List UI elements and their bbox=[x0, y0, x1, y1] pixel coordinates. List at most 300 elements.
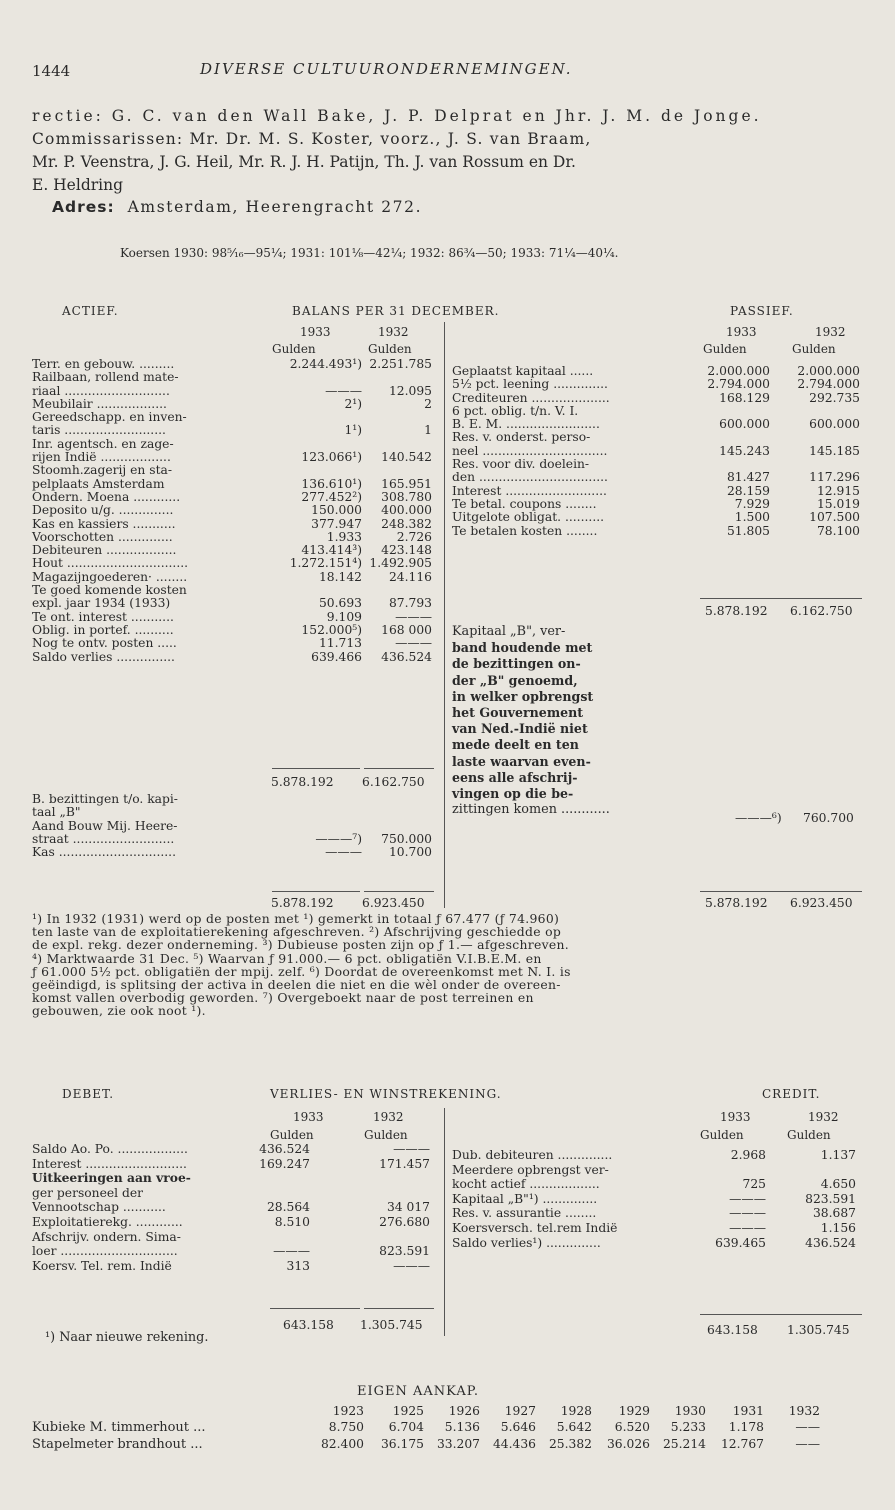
credit-value-2: 1.156 bbox=[820, 1220, 856, 1235]
credit-value-1: 725 bbox=[742, 1177, 766, 1192]
footnote-line: ten laste van de exploitatierekening afgeschreven. ²) Afschrijving geschiedde op bbox=[32, 924, 562, 940]
actief-row bbox=[32, 651, 440, 664]
actief-b-row bbox=[32, 793, 440, 806]
passief-value-2: 2.000.000 bbox=[797, 364, 860, 378]
credit-value-1: 639.465 bbox=[715, 1235, 766, 1250]
eigen-value: 8.750 bbox=[328, 1420, 364, 1434]
actief-value-1: 152.000⁵) bbox=[301, 622, 362, 637]
passief-label: Res. voor div. doelein- bbox=[452, 457, 590, 472]
credit-label: Koersversch. tel.rem Indië bbox=[452, 1220, 618, 1235]
actief-label: Nog te ontv. posten ..... bbox=[32, 636, 177, 651]
credit-unit-2: Gulden bbox=[787, 1128, 831, 1142]
passief-value-1: 168.129 bbox=[719, 390, 770, 405]
actief-value-1: ——— bbox=[325, 383, 362, 398]
eigen-value: —— bbox=[795, 1437, 820, 1451]
actief-b-row bbox=[32, 833, 440, 846]
actief-label: Ondern. Moena ............ bbox=[32, 489, 181, 504]
kapitaal-b-value-2: 760.700 bbox=[803, 811, 854, 825]
eigen-title: EIGEN AANKAP. bbox=[357, 1384, 479, 1399]
debet-value-1: 28.564 bbox=[266, 1200, 310, 1215]
debet-total-2: 1.305.745 bbox=[360, 1318, 423, 1332]
actief-b-table bbox=[32, 793, 440, 859]
debet-row bbox=[32, 1230, 440, 1245]
eigen-year: 1929 bbox=[618, 1404, 650, 1418]
actief-row bbox=[32, 411, 440, 424]
actief-label: Magazijngoederen· ........ bbox=[32, 569, 188, 584]
passief-row bbox=[452, 525, 862, 538]
eigen-year: 1925 bbox=[392, 1404, 424, 1418]
credit-value-1: ——— bbox=[729, 1191, 766, 1206]
actief-row bbox=[32, 358, 440, 371]
actief-grand-rule-2 bbox=[364, 891, 434, 892]
actief-b-row bbox=[32, 806, 440, 819]
debet-value-1: 8.510 bbox=[274, 1214, 310, 1229]
debet-row bbox=[32, 1259, 440, 1274]
eigen-value: 6.520 bbox=[614, 1420, 650, 1434]
passief-label: Te betalen kosten ........ bbox=[452, 523, 598, 538]
debet-row bbox=[32, 1186, 440, 1201]
actief-value-2: 1 bbox=[424, 423, 432, 438]
actief-table bbox=[32, 358, 440, 664]
credit-year-2: 1932 bbox=[808, 1110, 839, 1124]
debet-label: Saldo Ao. Po. .................. bbox=[32, 1142, 188, 1156]
eigen-table bbox=[0, 1404, 895, 1452]
credit-label: Dub. debiteuren .............. bbox=[452, 1148, 613, 1162]
debet-value-2: ——— bbox=[393, 1142, 430, 1156]
credit-row bbox=[452, 1177, 862, 1192]
footnote-line: ⁴) Marktwaarde 31 Dec. ⁵) Waarvan ƒ 91.000.— 6 pct. obligatiën V.I.B.E.M. en bbox=[32, 950, 542, 966]
debet-label: ger personeel der bbox=[32, 1185, 144, 1200]
actief-value-2: 168 000 bbox=[381, 622, 432, 637]
passief-label: Res. v. onderst. perso- bbox=[452, 430, 591, 445]
actief-label: Te ont. interest ........... bbox=[32, 609, 174, 624]
actief-row bbox=[32, 424, 440, 437]
eigen-value: 82.400 bbox=[320, 1437, 364, 1451]
actief-value-2: 400.000 bbox=[381, 503, 432, 518]
adres-value: Amsterdam, Heerengracht 272. bbox=[127, 198, 423, 216]
passief-label: neel ................................ bbox=[452, 443, 608, 458]
actief-b-value-2: 10.700 bbox=[388, 845, 432, 860]
passief-value-2: 15.019 bbox=[816, 496, 860, 511]
actief-value-2: 2 bbox=[424, 396, 432, 411]
debet-title: DEBET. bbox=[62, 1087, 115, 1101]
actief-value-2: ——— bbox=[395, 636, 432, 651]
passief-value-2: 107.500 bbox=[809, 510, 860, 525]
credit-total-rule bbox=[700, 1314, 862, 1315]
intro-line-1: rectie: G. C. van den Wall Bake, J. P. Delprat en Jhr. J. M. de Jonge. bbox=[32, 107, 762, 125]
passief-grand-rule bbox=[700, 891, 862, 892]
debet-value-2: ——— bbox=[393, 1258, 430, 1273]
actief-value-2: 87.793 bbox=[388, 596, 432, 611]
actief-label: Oblig. in portef. .......... bbox=[32, 622, 174, 637]
actief-label: Stoomh.zagerij en sta- bbox=[32, 463, 172, 478]
footnote-line: geëindigd, is splitsing der activa in deelen die niet en die wèl onder de overeen- bbox=[32, 977, 561, 993]
credit-value-1: ——— bbox=[729, 1220, 766, 1235]
actief-b-label: Kas .............................. bbox=[32, 845, 177, 860]
passief-value-1: 1.500 bbox=[734, 510, 770, 525]
passief-row bbox=[452, 418, 862, 431]
debet-value-1: 313 bbox=[286, 1258, 310, 1273]
eigen-value: 1.178 bbox=[728, 1420, 764, 1434]
credit-value-2: 38.687 bbox=[812, 1206, 856, 1221]
passief-row bbox=[452, 511, 862, 524]
footnote-line: ƒ 61.000 5½ pct. obligatiën der mpij. zelf. ⁶) Doordat de overeenkomst met N. I. is bbox=[32, 963, 571, 979]
page-number: 1444 bbox=[32, 62, 71, 80]
actief-b-value-1: ——— bbox=[325, 845, 362, 860]
eigen-value: 25.214 bbox=[662, 1437, 706, 1451]
actief-row bbox=[32, 451, 440, 464]
actief-row bbox=[32, 371, 440, 384]
kapitaal-b-line: het Gouvernement bbox=[452, 704, 584, 720]
winst-footnote: ¹) Naar nieuwe rekening. bbox=[45, 1330, 209, 1345]
debet-label: Interest .......................... bbox=[32, 1156, 187, 1171]
eigen-value: 5.233 bbox=[670, 1420, 706, 1434]
credit-row bbox=[452, 1163, 862, 1178]
actief-total-1: 5.878.192 bbox=[271, 775, 334, 789]
passief-row bbox=[452, 365, 862, 378]
passief-label: den ................................. bbox=[452, 470, 608, 485]
credit-table bbox=[452, 1148, 862, 1250]
actief-label: Hout ............................... bbox=[32, 556, 189, 571]
eigen-value: 25.382 bbox=[548, 1437, 592, 1451]
passief-row bbox=[452, 392, 862, 405]
adres-line bbox=[52, 198, 422, 216]
passief-value-2: 2.794.000 bbox=[797, 377, 860, 392]
actief-row bbox=[32, 438, 440, 451]
passief-title: PASSIEF. bbox=[730, 304, 794, 318]
credit-label: Meerdere opbrengst ver- bbox=[452, 1162, 609, 1177]
eigen-value: 5.646 bbox=[500, 1420, 536, 1434]
kapitaal-b-line: eens alle afschrij- bbox=[452, 769, 578, 785]
credit-total-2: 1.305.745 bbox=[787, 1323, 850, 1337]
credit-total-1: 643.158 bbox=[707, 1323, 758, 1337]
credit-value-2: 436.524 bbox=[805, 1235, 856, 1250]
actief-label: Te goed komende kosten bbox=[32, 583, 187, 598]
credit-value-2: 823.591 bbox=[805, 1191, 856, 1206]
actief-label: Deposito u/g. .............. bbox=[32, 503, 174, 518]
passief-label: 6 pct. oblig. t/n. V. I. bbox=[452, 403, 579, 418]
actief-value-1: 50.693 bbox=[318, 596, 362, 611]
footnote-line: de expl. rekg. dezer onderneming. ³) Dubieuse posten zijn op ƒ 1.— afgeschreven. bbox=[32, 937, 570, 953]
eigen-year: 1930 bbox=[674, 1404, 706, 1418]
eigen-year: 1923 bbox=[332, 1404, 364, 1418]
actief-value-1: 150.000 bbox=[311, 503, 362, 518]
passief-unit-1: Gulden bbox=[703, 342, 747, 356]
passief-value-1: 7.929 bbox=[734, 496, 770, 511]
passief-label: Interest .......................... bbox=[452, 483, 607, 498]
actief-b-row bbox=[32, 820, 440, 833]
actief-b-label: taal „B" bbox=[32, 805, 81, 820]
actief-row bbox=[32, 504, 440, 517]
actief-b-label: B. bezittingen t/o. kapi- bbox=[32, 792, 178, 806]
credit-row bbox=[452, 1148, 862, 1163]
kapitaal-b-line: van Ned.-Indië niet bbox=[452, 721, 588, 737]
debet-value-2: 823.591 bbox=[379, 1244, 430, 1259]
debet-year-2: 1932 bbox=[373, 1110, 404, 1124]
actief-row bbox=[32, 544, 440, 557]
actief-label: Voorschotten .............. bbox=[32, 529, 173, 544]
kapitaal-b-line: der „B" genoemd, bbox=[452, 672, 578, 688]
debet-label: Koersv. Tel. rem. Indië bbox=[32, 1258, 172, 1273]
actief-label: expl. jaar 1934 (1933) bbox=[32, 596, 171, 611]
credit-label: Saldo verlies¹) .............. bbox=[452, 1235, 601, 1250]
actief-value-2: 436.524 bbox=[381, 649, 432, 664]
passief-value-1: 145.243 bbox=[719, 443, 770, 458]
actief-value-1: 277.452²) bbox=[301, 489, 362, 504]
actief-value-1: 1.933 bbox=[326, 529, 362, 544]
debet-total-1: 643.158 bbox=[283, 1318, 334, 1332]
actief-label: Debiteuren .................. bbox=[32, 543, 177, 558]
credit-value-1: ——— bbox=[729, 1206, 766, 1221]
actief-label: riaal ........................... bbox=[32, 383, 170, 398]
koersen: Koersen 1930: 98⁵⁄₁₆—95¼; 1931: 101⅛—42¼; 1932: 86¾—50; 1933: 71¼—40¼. bbox=[120, 246, 619, 260]
credit-value-2: 4.650 bbox=[820, 1177, 856, 1192]
eigen-year: 1928 bbox=[560, 1404, 592, 1418]
credit-label: kocht actief .................. bbox=[452, 1177, 600, 1192]
actief-value-1: 136.610¹) bbox=[301, 476, 362, 491]
credit-unit-1: Gulden bbox=[700, 1128, 744, 1142]
eigen-row-label: Kubieke M. timmerhout ... bbox=[32, 1420, 206, 1435]
passief-label: Te betal. coupons ........ bbox=[452, 496, 597, 511]
actief-value-1: 123.066¹) bbox=[301, 450, 362, 465]
passief-row bbox=[452, 445, 862, 458]
eigen-value: 36.175 bbox=[380, 1437, 424, 1451]
passief-grand-total-2: 6.923.450 bbox=[790, 896, 853, 910]
actief-row bbox=[32, 464, 440, 477]
balans-title: BALANS PER 31 DECEMBER. bbox=[292, 304, 500, 318]
debet-row bbox=[32, 1157, 440, 1172]
passief-year-2: 1932 bbox=[815, 325, 846, 339]
passief-table bbox=[452, 365, 862, 538]
actief-value-1: 1.272.151⁴) bbox=[289, 556, 362, 571]
actief-title: ACTIEF. bbox=[62, 304, 119, 318]
actief-label: pelplaats Amsterdam bbox=[32, 476, 165, 491]
debet-label: Vennootschap ........... bbox=[32, 1200, 166, 1215]
credit-title: CREDIT. bbox=[762, 1087, 821, 1101]
kapitaal-b-value-1: ———⁶) bbox=[735, 811, 782, 825]
adres-label: Adres: bbox=[52, 198, 115, 216]
actief-value-2: 140.542 bbox=[381, 450, 432, 465]
actief-value-2: 423.148 bbox=[381, 543, 432, 558]
passief-row bbox=[452, 458, 862, 471]
credit-row bbox=[452, 1221, 862, 1236]
kapitaal-b-line: in welker opbrengst bbox=[452, 688, 594, 704]
credit-label: Res. v. assurantie ........ bbox=[452, 1206, 597, 1221]
passief-value-1: 51.805 bbox=[726, 523, 770, 538]
passief-value-1: 2.000.000 bbox=[707, 364, 770, 378]
debet-value-1: 436.524 bbox=[259, 1142, 310, 1156]
credit-row bbox=[452, 1206, 862, 1221]
kapitaal-b-line: band houdende met bbox=[452, 640, 593, 656]
actief-unit-1: Gulden bbox=[272, 342, 316, 356]
passief-value-2: 78.100 bbox=[816, 523, 860, 538]
passief-value-2: 12.915 bbox=[816, 483, 860, 498]
running-title bbox=[200, 60, 573, 78]
actief-value-2: 24.116 bbox=[388, 569, 432, 584]
actief-total-rule-2 bbox=[364, 768, 434, 769]
passief-value-2: 117.296 bbox=[809, 470, 860, 485]
debet-unit-1: Gulden bbox=[270, 1128, 314, 1142]
actief-row bbox=[32, 624, 440, 637]
actief-value-1: 1¹) bbox=[344, 423, 362, 438]
debet-label: Uitkeeringen aan vroe- bbox=[32, 1170, 191, 1186]
debet-value-1: 169.247 bbox=[259, 1156, 310, 1171]
eigen-value: 6.704 bbox=[388, 1420, 424, 1434]
actief-grand-total-2: 6.923.450 bbox=[362, 896, 425, 910]
actief-row bbox=[32, 398, 440, 411]
actief-label: Inr. agentsch. en zage- bbox=[32, 436, 174, 451]
actief-row bbox=[32, 584, 440, 597]
actief-value-1: 9.109 bbox=[326, 609, 362, 624]
passief-row bbox=[452, 485, 862, 498]
actief-row bbox=[32, 637, 440, 650]
passief-year-1: 1933 bbox=[726, 325, 757, 339]
actief-label: taris .......................... bbox=[32, 423, 166, 438]
passief-label: Crediteuren .................... bbox=[452, 390, 610, 405]
debet-total-rule-1 bbox=[270, 1308, 360, 1309]
eigen-year: 1931 bbox=[732, 1404, 764, 1418]
actief-label: rijen Indië .................. bbox=[32, 450, 171, 465]
passief-value-1: 81.427 bbox=[726, 470, 770, 485]
credit-year-1: 1933 bbox=[720, 1110, 751, 1124]
debet-label: Exploitatierekg. ............ bbox=[32, 1214, 183, 1229]
credit-label: Kapitaal „B"¹) .............. bbox=[452, 1191, 598, 1206]
eigen-value: 5.136 bbox=[444, 1420, 480, 1434]
actief-value-2: 12.095 bbox=[388, 383, 432, 398]
eigen-year: 1927 bbox=[504, 1404, 536, 1418]
debet-table bbox=[32, 1142, 440, 1273]
kapitaal-b-line: Kapitaal „B", ver- bbox=[452, 624, 566, 639]
kapitaal-b-line: laste waarvan even- bbox=[452, 753, 591, 769]
actief-row bbox=[32, 611, 440, 624]
eigen-value: 44.436 bbox=[492, 1437, 536, 1451]
footnote-line: gebouwen, zie ook noot ¹). bbox=[32, 1003, 206, 1019]
passief-row bbox=[452, 378, 862, 391]
passief-total-rule bbox=[700, 598, 862, 599]
actief-label: Saldo verlies ............... bbox=[32, 649, 175, 664]
credit-value-2: 1.137 bbox=[820, 1148, 856, 1162]
passief-row bbox=[452, 471, 862, 484]
actief-value-1: 413.414³) bbox=[301, 543, 362, 558]
credit-value-1: 2.968 bbox=[730, 1148, 766, 1162]
debet-value-2: 34 017 bbox=[386, 1200, 430, 1215]
actief-label: Gereedschapp. en inven- bbox=[32, 410, 187, 425]
passief-grand-total-1: 5.878.192 bbox=[705, 896, 768, 910]
actief-value-2: 1.492.905 bbox=[369, 556, 432, 571]
debet-value-2: 171.457 bbox=[379, 1156, 430, 1171]
actief-value-2: 308.780 bbox=[381, 489, 432, 504]
actief-value-2: 2.726 bbox=[396, 529, 432, 544]
actief-value-1: 639.466 bbox=[311, 649, 362, 664]
kapitaal-b-line: mede deelt en ten bbox=[452, 737, 579, 753]
actief-value-2: ——— bbox=[395, 609, 432, 624]
passief-label: B. E. M. ........................ bbox=[452, 417, 600, 432]
actief-row bbox=[32, 385, 440, 398]
debet-row bbox=[32, 1215, 440, 1230]
actief-value-1: 377.947 bbox=[311, 516, 362, 531]
intro-line-2: Commissarissen: Mr. Dr. M. S. Koster, voorz., J. S. van Braam, bbox=[32, 130, 592, 148]
debet-year-1: 1933 bbox=[293, 1110, 324, 1124]
actief-unit-2: Gulden bbox=[368, 342, 412, 356]
actief-grand-rule-1 bbox=[272, 891, 360, 892]
winst-title: VERLIES- EN WINSTREKENING. bbox=[270, 1087, 502, 1101]
actief-label: Meubilair .................. bbox=[32, 396, 167, 411]
actief-total-2: 6.162.750 bbox=[362, 775, 425, 789]
debet-row bbox=[32, 1244, 440, 1259]
debet-value-1: ——— bbox=[273, 1244, 310, 1259]
eigen-year: 1932 bbox=[788, 1404, 820, 1418]
actief-value-2: 165.951 bbox=[381, 476, 432, 491]
intro-line-3: Mr. P. Veenstra, J. G. Heil, Mr. R. J. H. Patijn, Th. J. van Rossum en Dr. bbox=[32, 153, 576, 171]
eigen-year: 1926 bbox=[448, 1404, 480, 1418]
actief-value-1: 18.142 bbox=[318, 569, 362, 584]
passief-label: 5½ pct. leening .............. bbox=[452, 377, 608, 392]
passief-label: Uitgelote obligat. .......... bbox=[452, 510, 605, 525]
actief-year-2: 1932 bbox=[378, 325, 409, 339]
actief-label: Terr. en gebouw. ......... bbox=[32, 357, 175, 371]
debet-row bbox=[32, 1200, 440, 1215]
kapitaal-b-line: vingen op die be- bbox=[452, 785, 574, 801]
credit-row bbox=[452, 1192, 862, 1207]
passief-value-2: 145.185 bbox=[809, 443, 860, 458]
passief-unit-2: Gulden bbox=[792, 342, 836, 356]
actief-label: Kas en kassiers ........... bbox=[32, 516, 176, 531]
actief-value-1: 2.244.493¹) bbox=[289, 357, 362, 371]
kapitaal-b-block bbox=[452, 624, 862, 818]
passief-total-1: 5.878.192 bbox=[705, 604, 768, 618]
passief-label: Geplaatst kapitaal ...... bbox=[452, 364, 594, 378]
actief-row bbox=[32, 518, 440, 531]
passief-value-1: 600.000 bbox=[719, 417, 770, 432]
footnote-line: ¹) In 1932 (1931) werd op de posten met ¹) gemerkt in totaal ƒ 67.477 (ƒ 74.960) bbox=[32, 911, 560, 926]
footnote-line: komst vallen overbodig geworden. ⁷) Overgeboekt naar de post terreinen en bbox=[32, 990, 534, 1006]
actief-row bbox=[32, 557, 440, 570]
passief-value-1: 28.159 bbox=[726, 483, 770, 498]
eigen-value: —— bbox=[795, 1420, 820, 1434]
credit-row bbox=[452, 1236, 862, 1251]
debet-unit-2: Gulden bbox=[364, 1128, 408, 1142]
passief-total-2: 6.162.750 bbox=[790, 604, 853, 618]
intro-line-4: E. Heldring bbox=[32, 176, 124, 194]
kapitaal-b-line: de bezittingen on- bbox=[452, 656, 581, 672]
debet-value-2: 276.680 bbox=[379, 1214, 430, 1229]
passief-row bbox=[452, 405, 862, 418]
actief-value-1: 2¹) bbox=[344, 396, 362, 411]
actief-b-label: straat .......................... bbox=[32, 831, 175, 846]
actief-row bbox=[32, 571, 440, 584]
actief-b-label: Aand Bouw Mij. Heere- bbox=[32, 818, 178, 833]
winst-divider bbox=[444, 1108, 445, 1336]
actief-value-2: 248.382 bbox=[381, 516, 432, 531]
actief-row bbox=[32, 478, 440, 491]
actief-label: Railbaan, rollend mate- bbox=[32, 370, 179, 385]
running-title-text: DIVERSE CULTUURONDERNEMINGEN. bbox=[200, 60, 573, 78]
eigen-value: 12.767 bbox=[720, 1437, 764, 1451]
eigen-value: 33.207 bbox=[436, 1437, 480, 1451]
actief-row bbox=[32, 531, 440, 544]
debet-label: loer .............................. bbox=[32, 1244, 178, 1259]
actief-b-value-2: 750.000 bbox=[381, 831, 432, 846]
actief-year-1: 1933 bbox=[300, 325, 331, 339]
debet-row bbox=[32, 1171, 440, 1186]
eigen-row-label: Stapelmeter brandhout ... bbox=[32, 1437, 203, 1452]
eigen-value: 5.642 bbox=[556, 1420, 592, 1434]
actief-total-rule-1 bbox=[272, 768, 360, 769]
passief-value-2: 292.735 bbox=[809, 390, 860, 405]
passief-row bbox=[452, 498, 862, 511]
passief-value-1: 2.794.000 bbox=[707, 377, 770, 392]
actief-row bbox=[32, 597, 440, 610]
